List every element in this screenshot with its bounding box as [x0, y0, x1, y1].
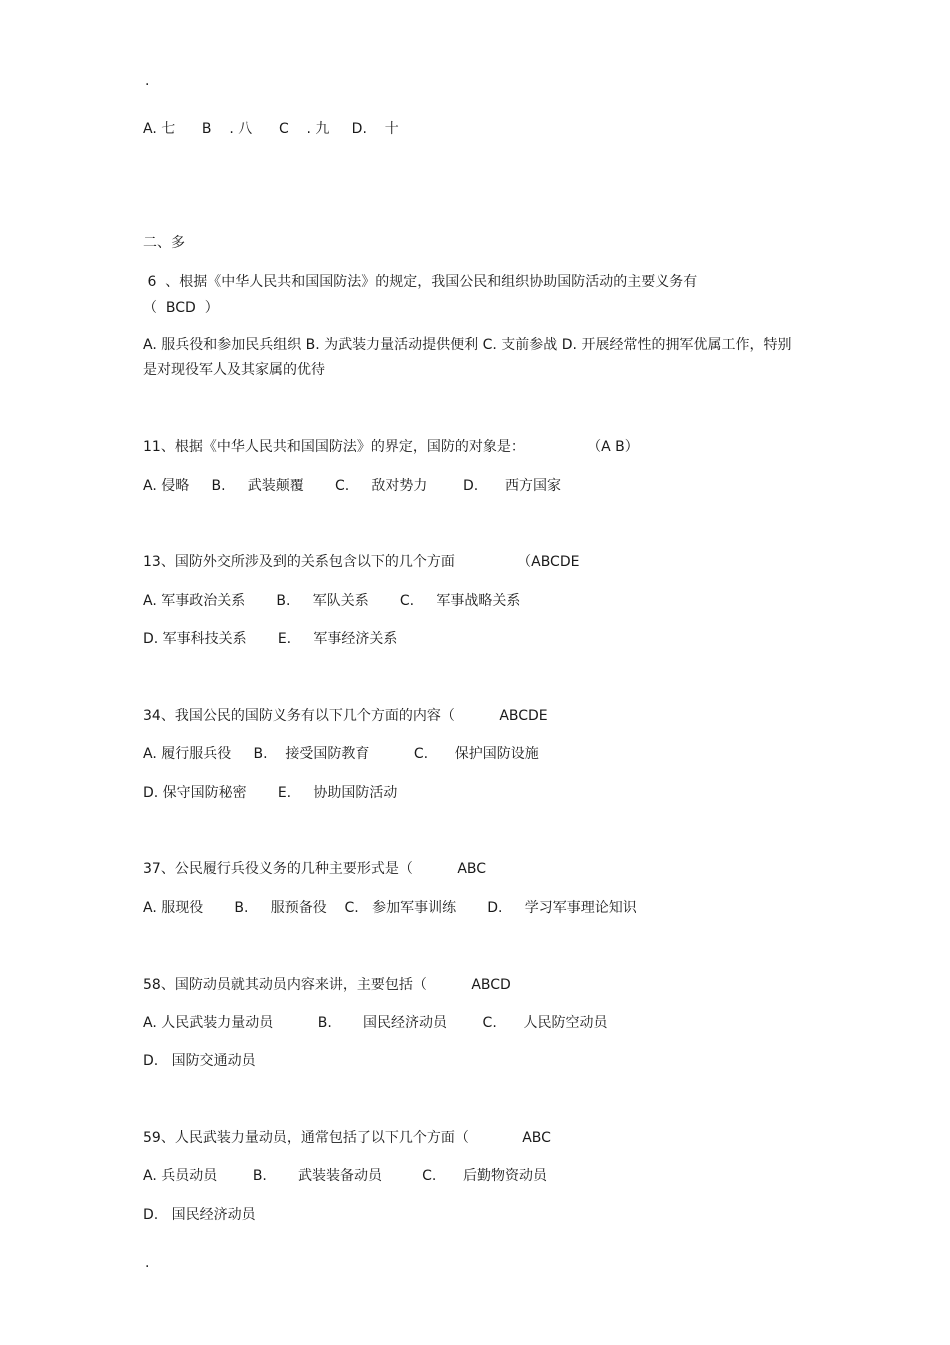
question-11-text: 11、根据《中华人民共和国国防法》的界定，国防的对象是： （A B） [143, 439, 639, 455]
question-34-options-line-1: A. 履行服兵役 B. 接受国防教育 C. 保护国防设施 [143, 746, 539, 762]
question-34-options-line-2: D. 保守国防秘密 E. 协助国防活动 [143, 785, 398, 801]
question-6-options: A. 服兵役和参加民兵组织 B. 为武装力量活动提供便利 C. 支前参战 D. 开展经常性的拥军优属工作，特别是对现役军人及其家属的优待 [143, 337, 792, 378]
question-13-text: 13、国防外交所涉及到的关系包含以下的几个方面 （ABCDE [143, 554, 580, 570]
question-11-options: A. 侵略 B. 武装颠覆 C. 敌对势力 D. 西方国家 [143, 478, 561, 494]
question-58-options-line-2: D. 国防交通动员 [143, 1053, 256, 1069]
question-34-text: 34、我国公民的国防义务有以下几个方面的内容（ ABCDE [143, 708, 548, 724]
previous-question-options: A. 七 B . 八 C . 九 D. 十 [143, 121, 399, 137]
question-58-text: 58、国防动员就其动员内容来讲，主要包括（ ABCD [143, 977, 511, 993]
top-page-mark: . [145, 73, 150, 89]
question-59-text: 59、人民武装力量动员，通常包括了以下几个方面（ ABC [143, 1130, 551, 1146]
section-title: 二、多 [143, 235, 185, 251]
bottom-page-mark: . [145, 1255, 150, 1271]
question-6-text: 6 、根据《中华人民共和国国防法》的规定，我国公民和组织协助国防活动的主要义务有 [143, 274, 698, 290]
question-6-answer: （ BCD ） [143, 300, 219, 316]
question-13-options-line-1: A. 军事政治关系 B. 军队关系 C. 军事战略关系 [143, 593, 521, 609]
question-37-options: A. 服现役 B. 服预备役 C. 参加军事训练 D. 学习军事理论知识 [143, 900, 637, 916]
question-37-text: 37、公民履行兵役义务的几种主要形式是（ ABC [143, 861, 487, 877]
question-59-options-line-1: A. 兵员动员 B. 武装装备动员 C. 后勤物资动员 [143, 1168, 548, 1184]
question-59-options-line-2: D. 国民经济动员 [143, 1207, 256, 1223]
question-13-options-line-2: D. 军事科技关系 E. 军事经济关系 [143, 631, 398, 647]
question-58-options-line-1: A. 人民武装力量动员 B. 国民经济动员 C. 人民防空动员 [143, 1015, 608, 1031]
